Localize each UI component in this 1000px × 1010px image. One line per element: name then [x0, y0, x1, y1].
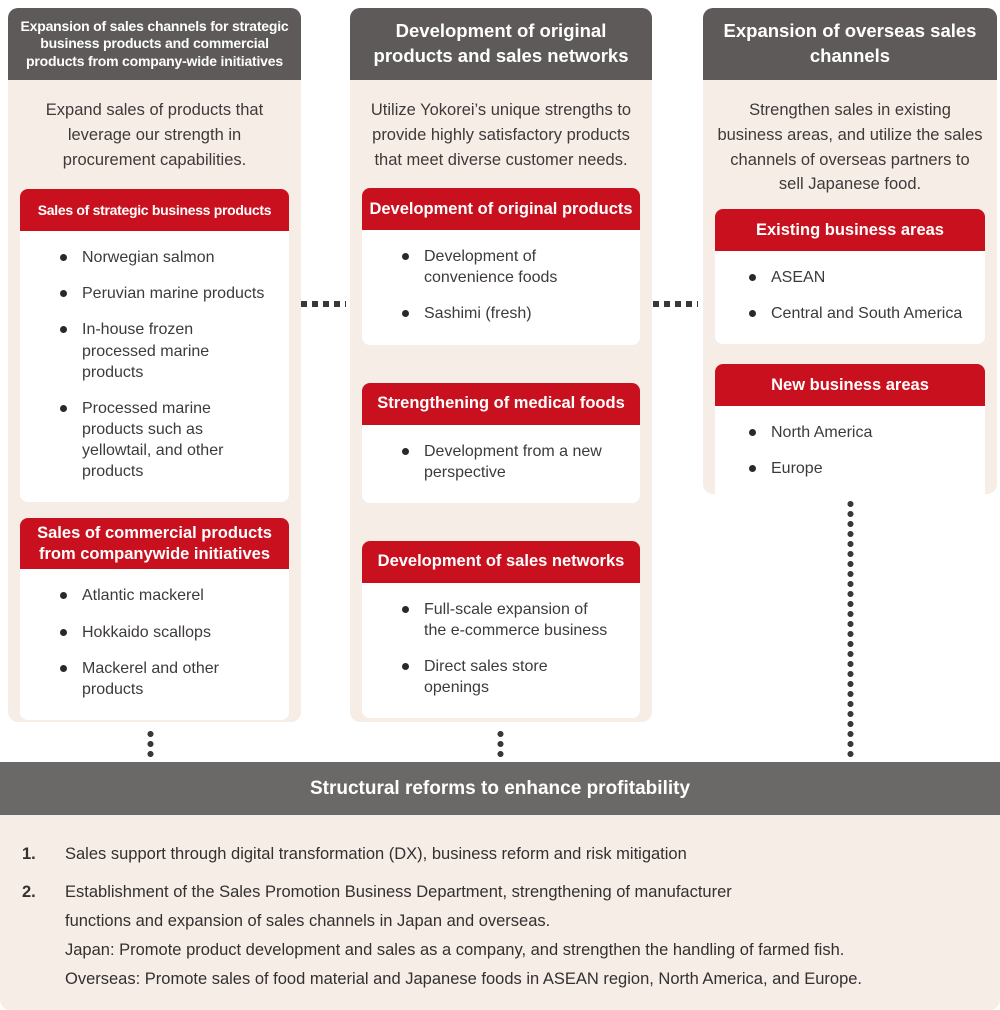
list-item: North America	[715, 422, 985, 443]
list-item: Europe	[715, 458, 985, 479]
section-title: Existing business areas	[715, 209, 985, 251]
section-new-business-areas	[715, 364, 985, 494]
column-overseas-channels	[703, 8, 997, 494]
section-development-original-products	[362, 188, 640, 344]
list-item: Development of convenience foods	[362, 246, 640, 288]
section-sales-networks	[362, 541, 640, 718]
section-title: Sales of strategic business products	[20, 189, 289, 231]
reform-item-2	[22, 878, 980, 994]
section-title: Sales of commercial products from companywide initiatives	[20, 518, 289, 569]
section-title: Development of sales networks	[362, 541, 640, 583]
list-item: Hokkaido scallops	[20, 622, 289, 643]
section-strategic-business-products	[20, 189, 289, 502]
column-intro: Utilize Yokorei’s unique strengths to provide highly satisfactory products that meet diverse customer needs.	[370, 101, 632, 169]
column-sections	[8, 189, 301, 720]
reform-item-number: 2.	[22, 882, 36, 901]
column-intro: Expand sales of products that leverage our strength in procurement capabilities.	[45, 101, 264, 169]
structural-reforms-panel	[0, 815, 1000, 1010]
section-list	[715, 251, 985, 344]
column-intro: Strengthen sales in existing business areas, and utilize the sales channels of overseas partners to sell Japanese food.	[717, 101, 983, 194]
dotted-connector-vertical-column3	[847, 499, 854, 761]
reform-item-text: Establishment of the Sales Promotion Business Department, strengthening of manufacturer functions and expansion of sales channels in Japan and overseas. Japan: Promote product development and sales as a company, and strengthen the handling of farmed fish. Overseas: Promote sales of food material and Japanese foods in ASEAN region, North America, and Europe.	[65, 882, 863, 988]
column-header: Development of original products and sales networks	[350, 8, 652, 80]
list-item: Mackerel and other products	[20, 658, 289, 700]
dotted-connector-vertical-column1	[147, 729, 154, 761]
dotted-connector-vertical-column2	[497, 729, 504, 761]
list-item: Full-scale expansion of the e-commerce business	[362, 599, 640, 641]
section-list	[362, 425, 640, 503]
column-header: Expansion of sales channels for strategic business products and commercial products from company-wide initiatives	[8, 8, 301, 80]
section-existing-business-areas	[715, 209, 985, 344]
dotted-connector-horizontal-left	[301, 301, 346, 307]
section-list	[715, 406, 985, 494]
column-header: Expansion of overseas sales channels	[703, 8, 997, 80]
structural-reforms-title: Structural reforms to enhance profitability	[309, 777, 691, 799]
column-sections	[703, 209, 997, 494]
list-item: Direct sales store openings	[362, 656, 640, 698]
reform-item-number: 1.	[22, 845, 36, 863]
section-title: Development of original products	[362, 188, 640, 230]
list-item: Atlantic mackerel	[20, 585, 289, 606]
reform-item-1	[22, 840, 980, 869]
list-item: Sashimi (fresh)	[362, 303, 640, 324]
structural-reforms-bar	[0, 762, 1000, 815]
list-item: Development from a new perspective	[362, 441, 640, 483]
section-list	[362, 230, 640, 344]
column-sections	[350, 188, 652, 718]
list-item: Peruvian marine products	[20, 283, 289, 304]
column-original-products	[350, 8, 652, 722]
list-item: Norwegian salmon	[20, 247, 289, 268]
section-list	[20, 231, 289, 502]
reform-item-text: Sales support through digital transformation (DX), business reform and risk mitigation	[65, 845, 687, 863]
section-list	[20, 569, 289, 719]
list-item: In-house frozen processed marine products	[20, 319, 289, 382]
section-list	[362, 583, 640, 718]
list-item: ASEAN	[715, 267, 985, 288]
list-item: Processed marine products such as yellowtail, and other products	[20, 398, 289, 482]
section-medical-foods	[362, 383, 640, 503]
section-commercial-products	[20, 518, 289, 720]
section-title: Strengthening of medical foods	[362, 383, 640, 425]
column-strategic-products	[8, 8, 301, 722]
dotted-connector-horizontal-right	[653, 301, 698, 307]
list-item: Central and South America	[715, 303, 985, 324]
section-title: New business areas	[715, 364, 985, 406]
